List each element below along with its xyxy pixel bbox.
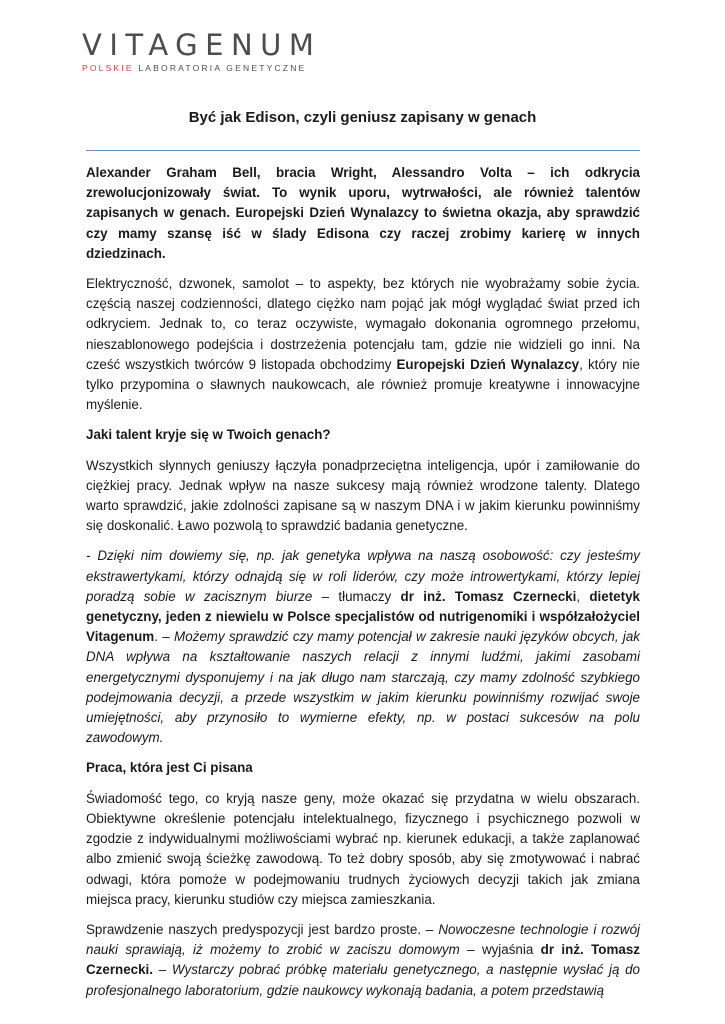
italic-run: - Dzięki nim dowiemy się, np. jak genetyka wpływa na naszą osobowość: czy jesteśmy ekstrawertykami, którzy odnajdą się w roli liderów, czy może introwertykami, którzy lepiej poradzą sobie w zacisznym biurze: [86, 548, 640, 604]
text-run: ,: [576, 588, 590, 604]
logo-tagline-rest: LABORATORIA GENETYCZNE: [133, 63, 307, 73]
italic-run: Możemy sprawdzić czy mamy potencjał w zakresie nauki języków obcych, jak DNA wpływa na kształtowanie naszych relacji z innymi ludźmi, jakimi zasobami energetycznymi dysponujemy i na jak długo nam starczają, czy mamy zdolność szybkiego podejmowania decyzji, a przede wszystkim w jakim kierunku powinniśmy rozwijać swoje umiejętności, aby przynosiło to wymierne efekty, np. w postaci sukcesów na polu zawodowym.: [86, 629, 641, 746]
text-run: Elektryczność, dzwonek, samolot – to aspekty, bez których nie wyobrażamy sobie życia. częścią naszej codzienności, dlatego ciężko nam pojąć jak mógł wyglądać świat przed ich odkryciem. Jednak to, co teraz oczywiste, wymagało dokonania ogromnego przełomu, nieszablonowego podejścia i dostrzeżenia potencjału tam, gdzie nie widzieli go inni. Na cześć wszystkich twórców 9 listopada obchodzimy: [86, 276, 640, 372]
text-run: –: [153, 962, 172, 978]
paragraph-geniuses: Wszystkich słynnych geniuszy łączyła ponadprzeciętna inteligencja, upór i zamiłowanie do ciężkiej pracy. Jednak wpływ na nasze sukcesy mają również wrodzone talenty. Dlatego warto sprawdzić, jakie zdolności zapisane są w naszym DNA i w jakim kierunku powinniśmy się doskonalić. Ławo pozwolą to sprawdzić badania genetyczne.: [86, 457, 640, 534]
logo-tagline-polskie: POLSKIE: [82, 63, 134, 73]
paragraph-inventions: [86, 274, 640, 415]
text-run: Sprawdzenie naszych predyspozycji jest bardzo proste. –: [86, 921, 439, 937]
text-run: – wyjaśnia: [459, 942, 541, 958]
text-run: – tłumaczy: [312, 588, 401, 604]
italic-run: Wystarczy pobrać próbkę materiału genetycznego, a następnie wysłać ją do profesjonalnego laboratorium, gdzie naukowcy wykonają badania, a potem przedstawią: [86, 962, 640, 998]
bold-run: Europejski Dzień Wynalazcy: [396, 356, 580, 372]
text-run: . –: [154, 629, 175, 645]
lead-paragraph: Alexander Graham Bell, bracia Wright, Alessandro Volta – ich odkrycia zrewolucjonizowały świat. To wynik uporu, wytrwałości, ale również talentów zapisanych w genach. Europejski Dzień Wynalazcy to świetna okazja, aby sprawdzić czy mamy szansę iść w ślady Edisona czy raczej zrobimy karierę w innych dziedzinach.: [86, 165, 640, 261]
section-heading-work: Praca, która jest Ci pisana: [86, 760, 253, 776]
paragraph-testing: [86, 920, 640, 1001]
paragraph-quote-czernecki: [86, 546, 640, 748]
bold-run: dr inż. Tomasz Czernecki: [400, 588, 577, 604]
title-divider: [86, 150, 640, 151]
bold-run: dietetyk genetyczny, jeden z niewielu w Polsce specjalistów od nutrigenomiki i współzałożyciel Vitagenum: [86, 588, 640, 645]
logo-wordmark: VITAGENUM: [82, 28, 322, 62]
page-title: Być jak Edison, czyli geniusz zapisany w genach: [188, 109, 537, 126]
bold-run: dr inż. Tomasz Czernecki.: [86, 942, 640, 978]
italic-run: Nowoczesne technologie i rozwój nauki sprawiają, iż możemy to zrobić w zaciszu domowym: [86, 921, 640, 958]
section-heading-talent: Jaki talent kryje się w Twoich genach?: [86, 427, 331, 443]
paragraph-awareness: Świadomość tego, co kryją nasze geny, może okazać się przydatna w wielu obszarach. Obiektywne określenie potencjału intelektualnego, fizycznego i psychicznego pozwoli w zgodzie z indywidualnymi możliwościami wybrać np. kierunek edukacji, a także zaplanować albo zmienić swoją ścieżkę zawodową. To też dobry sposób, aby się zmotywować i nabrać odwagi, która pomoże w podejmowaniu trudnych życiowych decyzji takich jak zmiana miejsca pracy, kierunku studiów czy miejsca zamieszkania.: [86, 790, 640, 907]
article-body: [86, 163, 640, 1011]
vitagenum-logo: [82, 30, 332, 74]
logo-tagline: [82, 63, 332, 73]
text-run: , który nie tylko przypomina o sławnych naukowcach, ale również promuje kreatywne i innowacyjne myślenie.: [86, 356, 640, 413]
